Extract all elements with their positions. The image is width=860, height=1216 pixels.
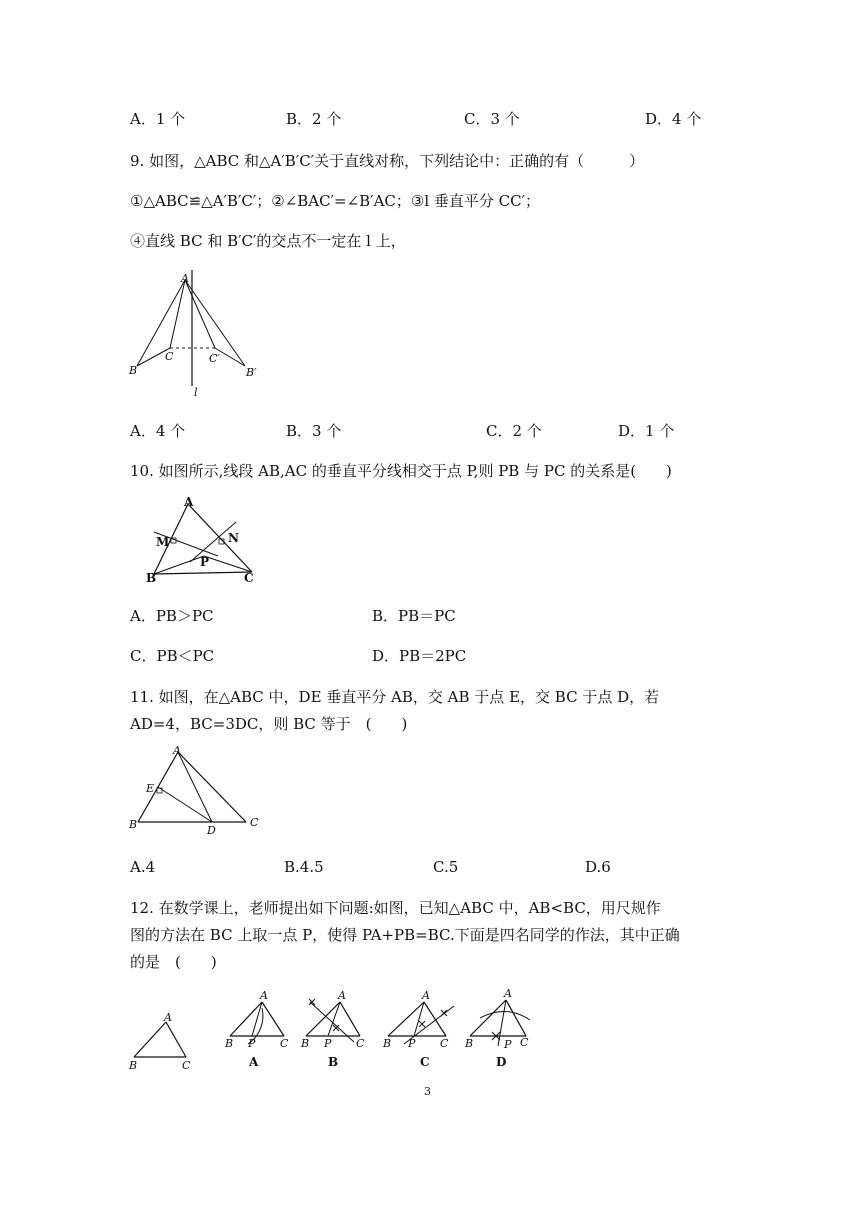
q11-option-a: A.4 bbox=[130, 858, 156, 876]
q8-option-b: B．2 个 bbox=[286, 110, 342, 128]
q12a-label-a: A bbox=[260, 989, 268, 1002]
page-number: 3 bbox=[424, 1085, 431, 1098]
q10-stem: 10. 如图所示,线段 AB,AC 的垂直平分线相交于点 P,则 PB 与 PC 的关系是( ) bbox=[130, 462, 672, 480]
q12d-label-c: C bbox=[520, 1036, 529, 1049]
q9-label-b-prime: B′ bbox=[246, 366, 257, 379]
q9-option-d: D．1 个 bbox=[618, 422, 675, 440]
q11-label-e: E bbox=[146, 782, 155, 795]
q12c-label-a: A bbox=[422, 989, 430, 1002]
q10-label-c: C bbox=[244, 571, 254, 585]
q11-figure bbox=[126, 744, 266, 836]
q8-option-c: C．3 个 bbox=[464, 110, 520, 128]
q11-option-d: D.6 bbox=[585, 858, 611, 876]
q9-stem: 9. 如图，△ABC 和△A′B′C′关于直线对称，下列结论中：正确的有（ ） bbox=[130, 152, 645, 170]
q12-stem-1: 12. 在数学课上，老师提出如下问题:如图，已知△ABC 中，AB<BC，用尺规作 bbox=[130, 899, 661, 917]
q10-figure bbox=[140, 494, 270, 586]
q10-label-b: B bbox=[146, 571, 157, 585]
q11-label-c: C bbox=[250, 816, 259, 829]
q11-label-d: D bbox=[207, 824, 216, 837]
q12b-label-a: A bbox=[338, 989, 346, 1002]
q12b-label-b: B bbox=[301, 1037, 310, 1050]
q12b-label-p: P bbox=[324, 1037, 332, 1050]
q10-label-p: P bbox=[200, 555, 210, 569]
q12d-label-b: B bbox=[465, 1037, 474, 1050]
q9-label-b: B bbox=[129, 364, 138, 377]
q12-construction-c bbox=[380, 988, 466, 1072]
q10-label-a: A bbox=[184, 495, 194, 509]
q8-option-d: D．4 个 bbox=[645, 110, 702, 128]
q11-stem-1: 11. 如图，在△ABC 中，DE 垂直平分 AB，交 AB 于点 E，交 BC 于点 D，若 bbox=[130, 688, 660, 706]
q9-items-2: ④直线 BC 和 B′C′的交点不一定在 l 上， bbox=[130, 232, 406, 250]
q9-option-b: B．3 个 bbox=[286, 422, 342, 440]
q11-option-c: C.5 bbox=[433, 858, 459, 876]
q12d-label-p: P bbox=[504, 1038, 512, 1051]
q8-option-a: A．1 个 bbox=[130, 110, 186, 128]
q12d-label-a: A bbox=[504, 987, 512, 1000]
q9-option-a: A．4 个 bbox=[130, 422, 186, 440]
q12-construction-d bbox=[462, 988, 542, 1072]
q9-figure bbox=[125, 268, 265, 398]
q9-label-c: C bbox=[165, 350, 174, 363]
q12c-label-b: B bbox=[383, 1037, 392, 1050]
q10-label-n: N bbox=[228, 531, 239, 545]
q12c-label-c: C bbox=[440, 1037, 449, 1050]
q9-label-a: A bbox=[181, 272, 189, 285]
q12-label-c: C bbox=[182, 1059, 191, 1072]
q10-label-m: M bbox=[156, 535, 170, 549]
q10-option-a: A．PB＞PC bbox=[130, 607, 214, 625]
q12-caption-c: C bbox=[420, 1055, 430, 1069]
q12b-label-c: C bbox=[356, 1037, 365, 1050]
q12-construction-a bbox=[222, 988, 294, 1072]
q12-stem-3: 的是 ( ) bbox=[130, 953, 217, 971]
q12-label-a: A bbox=[164, 1011, 172, 1024]
q10-option-b: B．PB＝PC bbox=[372, 607, 456, 625]
q9-label-l: l bbox=[194, 386, 198, 399]
q12-construction-b bbox=[298, 988, 372, 1072]
q12-given-triangle bbox=[126, 1012, 198, 1072]
q12-caption-b: B bbox=[328, 1055, 339, 1069]
q11-stem-2: AD=4，BC=3DC，则 BC 等于 ( ) bbox=[130, 715, 408, 733]
q11-label-b: B bbox=[129, 818, 138, 831]
q12-stem-2: 图的方法在 BC 上取一点 P，使得 PA+PB=BC.下面是四名同学的作法，其中正确 bbox=[130, 926, 680, 944]
q12c-label-p: P bbox=[408, 1037, 416, 1050]
q12a-label-c: C bbox=[280, 1037, 289, 1050]
q12-caption-a: A bbox=[249, 1055, 259, 1069]
q9-items-1: ①△ABC≌△A′B′C′；②∠BAC′=∠B′AC；③l 垂直平分 CC′； bbox=[130, 192, 541, 210]
q12a-label-b: B bbox=[225, 1037, 234, 1050]
q9-option-c: C．2 个 bbox=[486, 422, 542, 440]
q12-label-b: B bbox=[129, 1059, 138, 1072]
q10-option-d: D．PB＝2PC bbox=[372, 647, 467, 665]
q12a-label-p: P bbox=[248, 1037, 256, 1050]
q11-label-a: A bbox=[173, 744, 181, 757]
q9-label-c-prime: C′ bbox=[209, 352, 220, 365]
q11-option-b: B.4.5 bbox=[284, 858, 324, 876]
q12-caption-d: D bbox=[496, 1055, 507, 1069]
q10-option-c: C．PB＜PC bbox=[130, 647, 215, 665]
